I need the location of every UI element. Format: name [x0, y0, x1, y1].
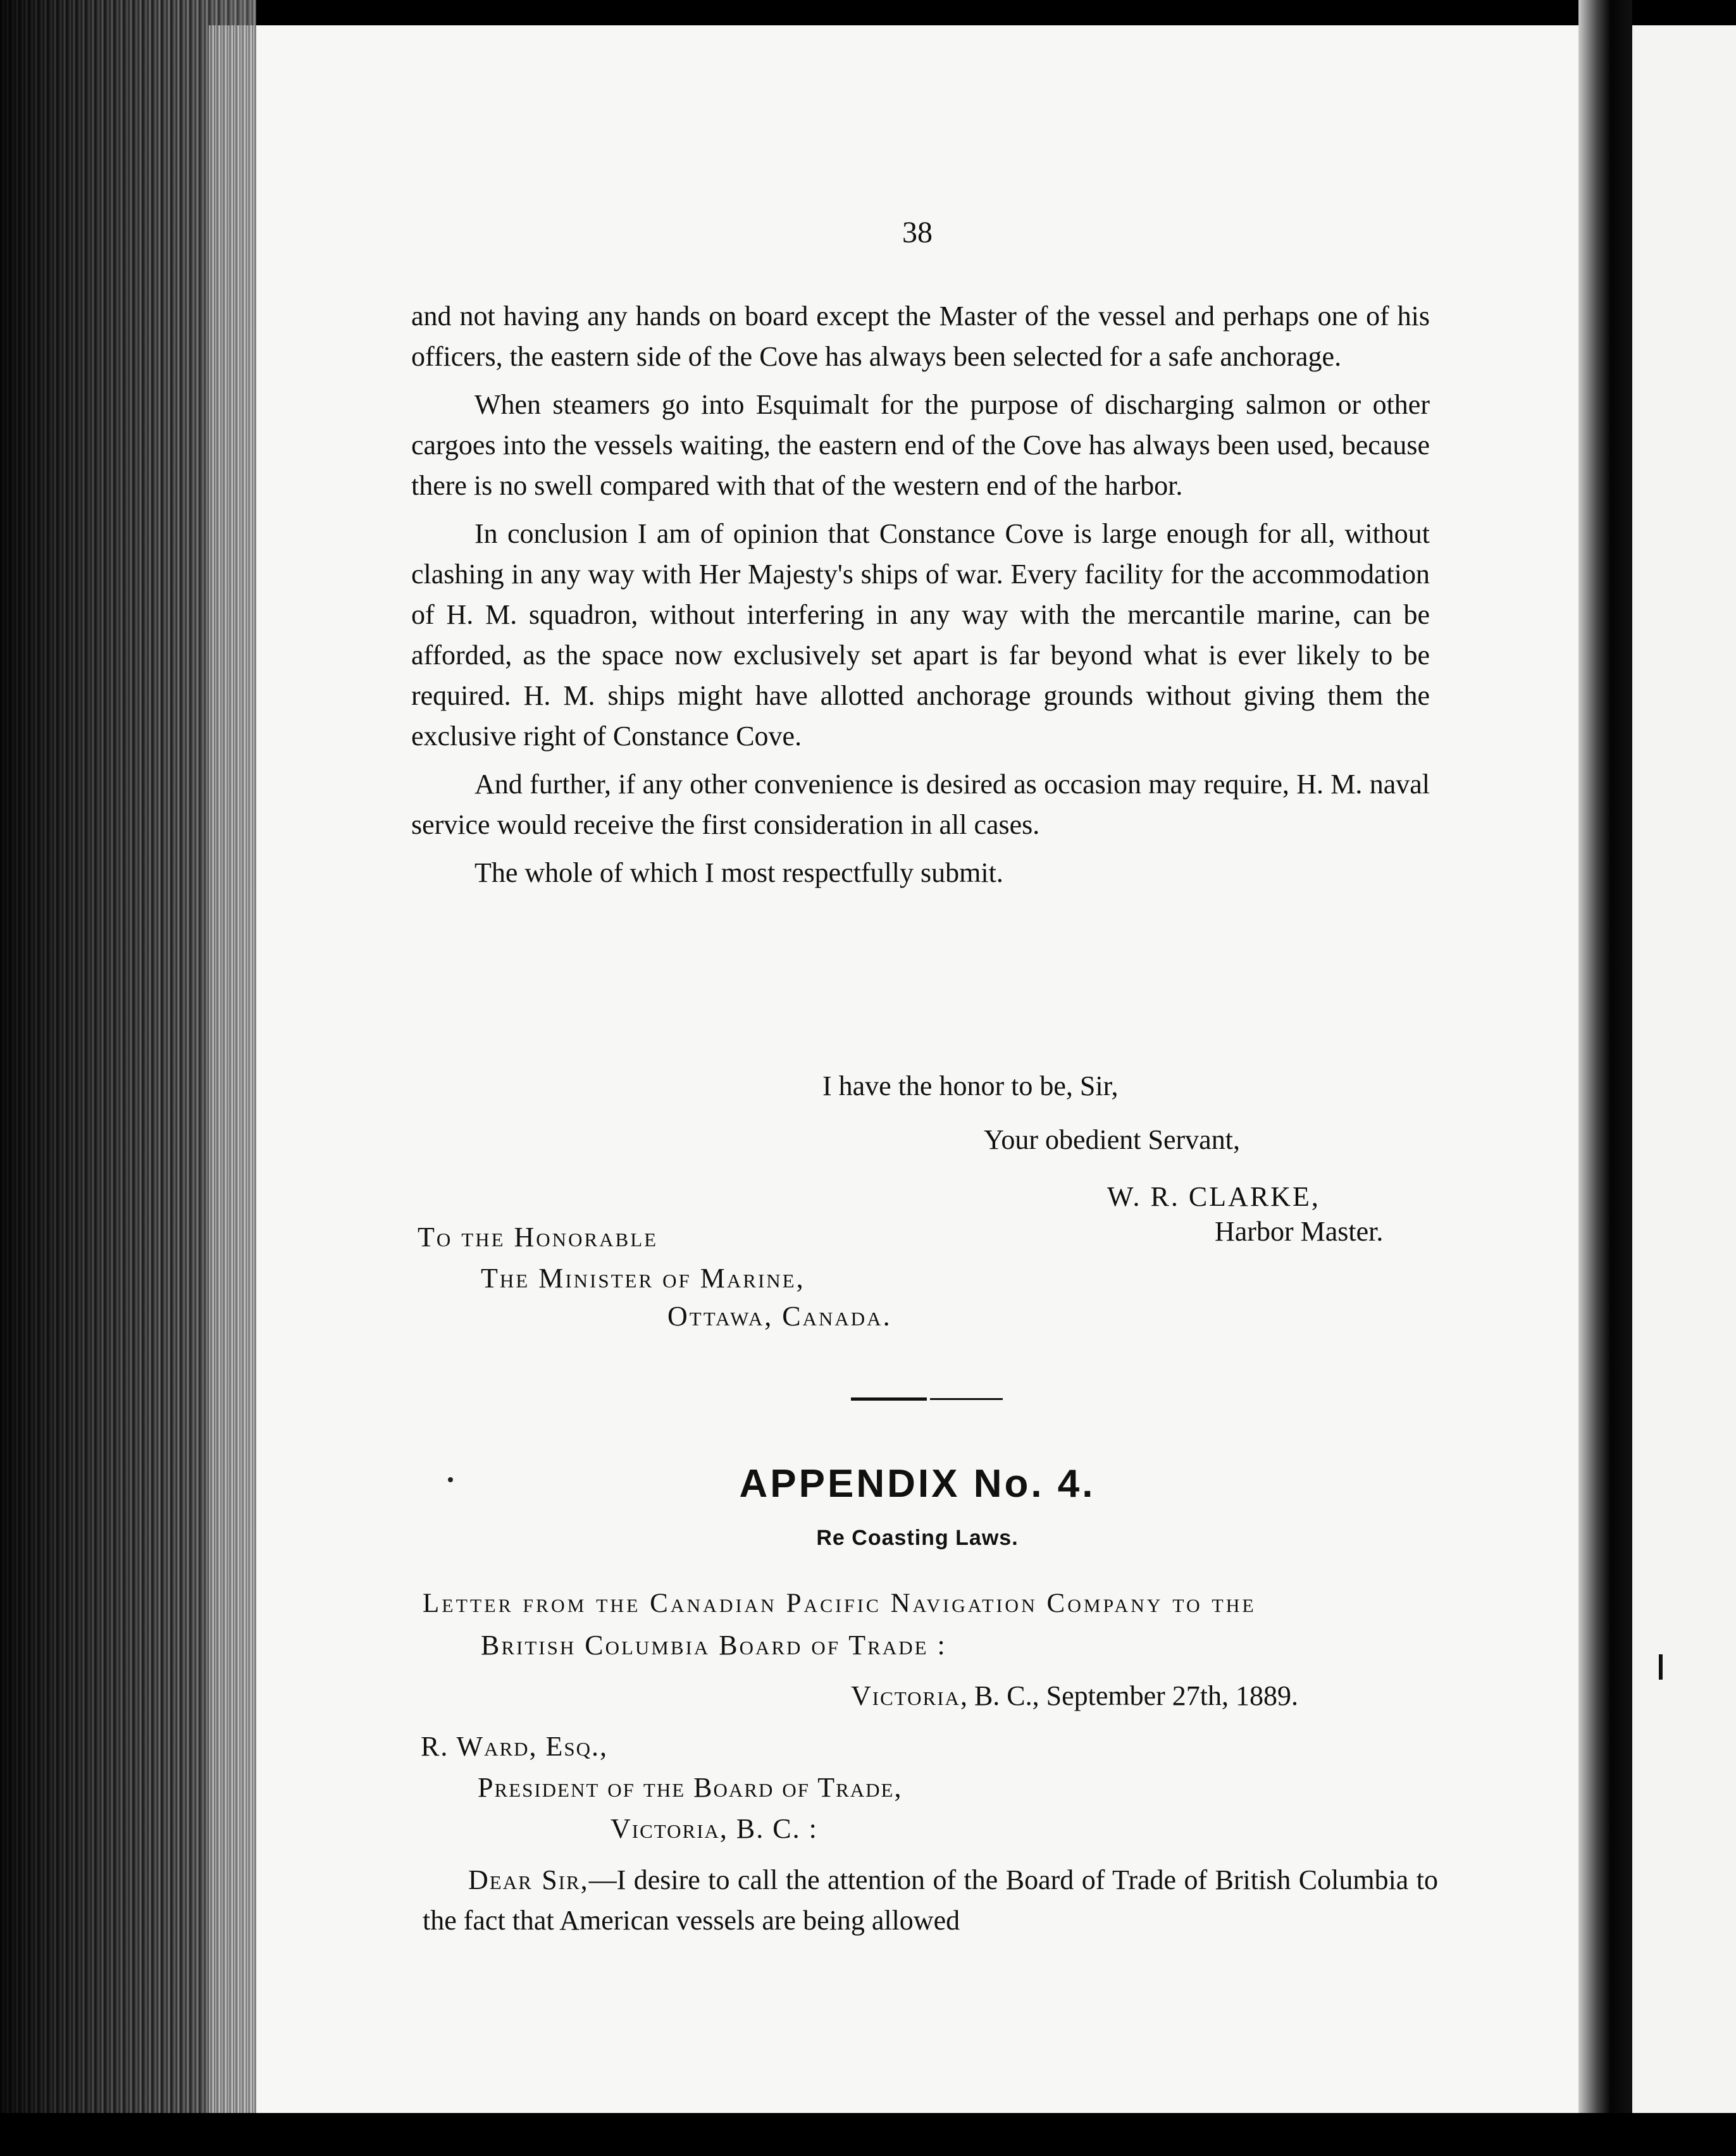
scan-bottom-border	[0, 2113, 1736, 2156]
paragraph-submit: The whole of which I most respectfully submit.	[474, 857, 1003, 888]
section-divider-left	[851, 1397, 927, 1401]
paragraph-conclusion: In conclusion I am of opinion that Constance Cove is large enough for all, without clashing in any way with Her Majesty's ships of war. Every facility for the accommodation of H. M. squadron, without interfering in any way with the mercantile marine, can be afforded, as the space now exclusively set apart is far beyond what is ever likely to be required. H. M. ships might have allotted anchorage grounds without giving them the exclusive right of Constance Cove.	[411, 518, 1430, 752]
print-speck	[448, 1477, 453, 1482]
letter-body-paragraph	[423, 1860, 1438, 1941]
recipient-name: R. Ward, Esq.,	[421, 1731, 609, 1762]
signature-title: Harbor Master.	[1215, 1216, 1384, 1247]
scan-top-border	[0, 0, 1736, 25]
section-divider-right	[930, 1398, 1003, 1400]
letter-dateline	[851, 1680, 1298, 1712]
addressee-line-2: The Minister of Marine,	[481, 1263, 805, 1294]
adjacent-page-mark	[1659, 1654, 1663, 1680]
addressee-line-1: To the Honorable	[418, 1222, 659, 1253]
spine-shadow	[0, 0, 256, 2156]
letter-body-text: —I desire to call the attention of the Board of Trade of British Columbia to the fact that American vessels are being allowed	[423, 1864, 1438, 1936]
letter-salutation: Dear Sir,	[468, 1864, 589, 1895]
paragraph-steamers: When steamers go into Esquimalt for the purpose of discharging salmon or other cargoes into the vessels waiting, the eastern end of the Cove has always been used, because there is no swell compared with that of the western end of the harbor.	[411, 389, 1430, 501]
appendix-title: APPENDIX No. 4.	[739, 1462, 1096, 1506]
closing-servant: Your obedient Servant,	[984, 1124, 1240, 1155]
dateline-place: Victoria	[851, 1680, 960, 1711]
paragraph-continuation: and not having any hands on board except the Master of the vessel and perhaps one of his officers, the eastern side of the Cove has always been selected for a safe anchorage.	[411, 300, 1430, 372]
page-number: 38	[902, 216, 933, 249]
letter-heading-line-2: British Columbia Board of Trade :	[481, 1630, 947, 1661]
letter-body	[423, 1860, 1438, 1941]
recipient-location: Victoria, B. C. :	[611, 1813, 818, 1844]
closing-honor: I have the honor to be, Sir,	[822, 1070, 1119, 1101]
page-gutter	[1578, 0, 1632, 2156]
letter-heading-line-1: Letter from the Canadian Pacific Navigation Company to the	[423, 1589, 1256, 1618]
adjacent-page-sliver	[1632, 25, 1736, 2113]
body-text-block	[411, 296, 1430, 893]
paragraph-further: And further, if any other convenience is desired as occasion may require, H. M. naval service would receive the first consideration in all cases.	[411, 769, 1430, 840]
recipient-title: President of the Board of Trade,	[478, 1772, 903, 1803]
signature-name: W. R. CLARKE,	[1107, 1181, 1320, 1212]
addressee-line-3: Ottawa, Canada.	[667, 1301, 892, 1332]
dateline-date: , B. C., September 27th, 1889.	[960, 1680, 1299, 1711]
appendix-subtitle: Re Coasting Laws.	[816, 1526, 1019, 1550]
